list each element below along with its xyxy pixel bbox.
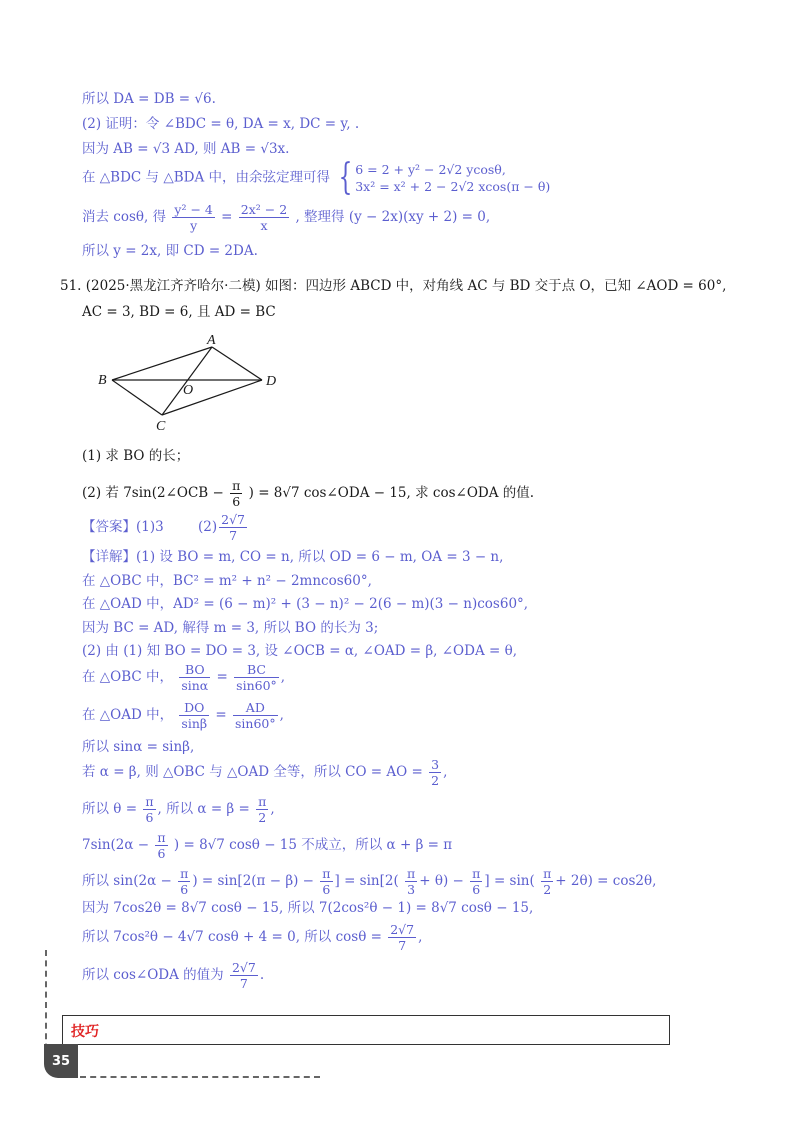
solution-line-6: 在 △OBC 中， $\frac{BO}{\sin\alpha}$ = $\frac{BC}{\sin 60^\circ}$ , bbox=[82, 662, 286, 693]
solution-line-13: 因为 7cos2θ = 8√7 cosθ − 15, 所以 7(2cos²θ − 1) = 8√7 cosθ − 15, bbox=[82, 900, 534, 916]
edge-ba bbox=[112, 347, 212, 380]
question-1: (1) 求 BO 的长； bbox=[82, 448, 190, 464]
solution-line-3: 在 △OAD 中，AD² = (6 − m)² + (3 − n)² − 2(6 − m)(3 − n)cos60°, bbox=[82, 596, 529, 612]
solution-line-15: 所以 cos∠ODA 的值为 $\frac{2√7}{7}$ . bbox=[82, 960, 265, 991]
solution-line-2: 在 △OBC 中，BC² = m² + n² − 2mncos60°, bbox=[82, 573, 372, 589]
prev-line-5-text: 消去 cosθ, 得 bbox=[82, 209, 167, 225]
prev-line-5-post: , 整理得 (y − 2x)(xy + 2) = 0, bbox=[295, 209, 491, 225]
prev-line-1: 所以 DA = DB = √6. bbox=[82, 91, 216, 107]
solution-line-10: 所以 θ = $\frac{\pi}{6}$ , 所以 α = β = $\frac{\pi}{2}$ , bbox=[82, 794, 275, 825]
equation-system bbox=[355, 161, 550, 195]
solution-line-1: 【详解】(1) 设 BO = m, CO = n, 所以 OD = 6 − m, OA = 3 − n, bbox=[82, 549, 504, 565]
fraction: $\frac{\pi}{6}$ bbox=[472, 866, 481, 897]
prev-line-5: 消去 cosθ, 得 $\frac{\text{y² − 4}}{y}$ = $\frac{\text{2x² − 2}}{x}$ , 整理得 (y − 2x)(xy + 2) = 0, bbox=[82, 202, 491, 233]
solution-line-4: 因为 BC = AD, 解得 m = 3, 所以 BO 的长为 3; bbox=[82, 620, 379, 636]
solution-line-14: 所以 7cos²θ − 4√7 cosθ + 4 = 0, 所以 cosθ = $\frac{2√7}{7}$ , bbox=[82, 922, 423, 953]
prev-line-3: 因为 AB = √3 AD, 则 AB = √3x. bbox=[82, 141, 290, 157]
fraction: $\frac{\pi}{2}$ bbox=[543, 866, 552, 897]
diagonal-ac bbox=[162, 347, 212, 415]
question-2-pre: (2) 若 7sin(2∠OCB − bbox=[82, 485, 224, 501]
label-a: A bbox=[207, 333, 216, 348]
edge-cb bbox=[112, 380, 162, 415]
fraction: $\frac{BC}{\sin 60^\circ}$ bbox=[236, 662, 277, 693]
prev-line-4 bbox=[82, 157, 551, 198]
solution-line-11: 7sin(2α − $\frac{\pi}{6}$ ) = 8√7 cosθ − 15 不成立，所以 α + β = π bbox=[82, 830, 453, 861]
label-b: B bbox=[98, 373, 107, 388]
fraction: $\frac{2√7}{7}$ bbox=[390, 922, 415, 953]
answer-line bbox=[82, 512, 249, 543]
fraction: $\frac{3}{2}$ bbox=[431, 757, 440, 788]
fraction: $\frac{2√7}{7}$ bbox=[221, 512, 246, 543]
label-o: O bbox=[183, 383, 194, 398]
fraction: $\frac{\pi}{6}$ bbox=[180, 866, 189, 897]
solution-line-8: 所以 sinα = sinβ, bbox=[82, 739, 195, 755]
solution-line-7: 在 △OAD 中， $\frac{DO}{\sin\beta}$ = $\frac{AD}{\sin 60^\circ}$ , bbox=[82, 700, 284, 731]
problem-line-1: 51. (2025·黑龙江齐齐哈尔·二模) 如图：四边形 ABCD 中，对角线 AC 与 BD 交于点 O，已知 ∠AOD = 60°, bbox=[60, 278, 727, 294]
equation-1: 6 = 2 + y² − 2√2 ycosθ, bbox=[355, 162, 506, 177]
prev-line-6: 所以 y = 2x, 即 CD = 2DA. bbox=[82, 243, 258, 259]
tips-title: 技巧 bbox=[71, 1024, 99, 1040]
solution-line-12: 所以 sin(2α − $\frac{\pi}{6}$ ) = sin[2(π − β) − $\frac{\pi}{6}$ ] = sin[2( $\frac{\pi}{3}$ + θ) − $\frac{\pi}{6}$ ] = sin( $\frac{\pi}{2}$ + 2θ) = cos2θ, bbox=[82, 866, 657, 897]
system-brace: { bbox=[338, 157, 353, 198]
fraction: $\frac{\pi}{6}$ bbox=[157, 830, 166, 861]
prev-line-2: (2) 证明：令 ∠BDC = θ, DA = x, DC = y, . bbox=[82, 116, 360, 132]
fraction: $\frac{\text{y² − 4}}{y}$ bbox=[174, 202, 213, 233]
question-2-post: ) = 8√7 cos∠ODA − 15, 求 cos∠ODA 的值. bbox=[248, 485, 535, 501]
solution-line-5: (2) 由 (1) 知 BO = DO = 3, 设 ∠OCB = α, ∠OAD = β, ∠ODA = θ, bbox=[82, 643, 518, 659]
fraction: $\frac{\pi}{2}$ bbox=[258, 794, 267, 825]
fraction: $\frac{\pi}{6}$ bbox=[232, 478, 241, 509]
answer-part-2: (2) bbox=[198, 519, 218, 535]
label-d: D bbox=[266, 374, 277, 389]
dashed-footer-line bbox=[80, 1076, 320, 1078]
fraction: $\frac{2√7}{7}$ bbox=[231, 960, 256, 991]
quadrilateral-figure bbox=[90, 332, 290, 432]
fraction: $\frac{\pi}{6}$ bbox=[322, 866, 331, 897]
fraction: $\frac{\pi}{6}$ bbox=[145, 794, 154, 825]
fraction: $\frac{DO}{\sin\beta}$ bbox=[181, 700, 208, 731]
page-number-badge bbox=[44, 1044, 78, 1078]
question-2 bbox=[82, 478, 534, 509]
equation-2: 3x² = x² + 2 − 2√2 xcos(π − θ) bbox=[355, 179, 551, 194]
fraction: $\frac{\pi}{3}$ bbox=[407, 866, 416, 897]
edge-ad bbox=[212, 347, 262, 380]
tips-box bbox=[62, 1015, 670, 1045]
solution-line-9: 若 α = β, 则 △OBC 与 △OAD 全等，所以 CO = AO = $\frac{3}{2}$ , bbox=[82, 757, 448, 788]
fraction: $\frac{BO}{\sin\alpha}$ bbox=[181, 662, 209, 693]
answer-label: 【答案】(1)3 bbox=[82, 519, 164, 535]
label-c: C bbox=[156, 419, 166, 432]
fraction: $\frac{AD}{\sin 60^\circ}$ bbox=[235, 700, 276, 731]
prev-line-4-text: 在 △BDC 与 △BDA 中，由余弦定理可得 bbox=[82, 169, 330, 186]
problem-line-2: AC = 3, BD = 6, 且 AD = BC bbox=[82, 304, 276, 320]
edge-dc bbox=[162, 380, 262, 415]
fraction: $\frac{\text{2x² − 2}}{x}$ bbox=[240, 202, 288, 233]
page-number: 35 bbox=[51, 1053, 71, 1069]
